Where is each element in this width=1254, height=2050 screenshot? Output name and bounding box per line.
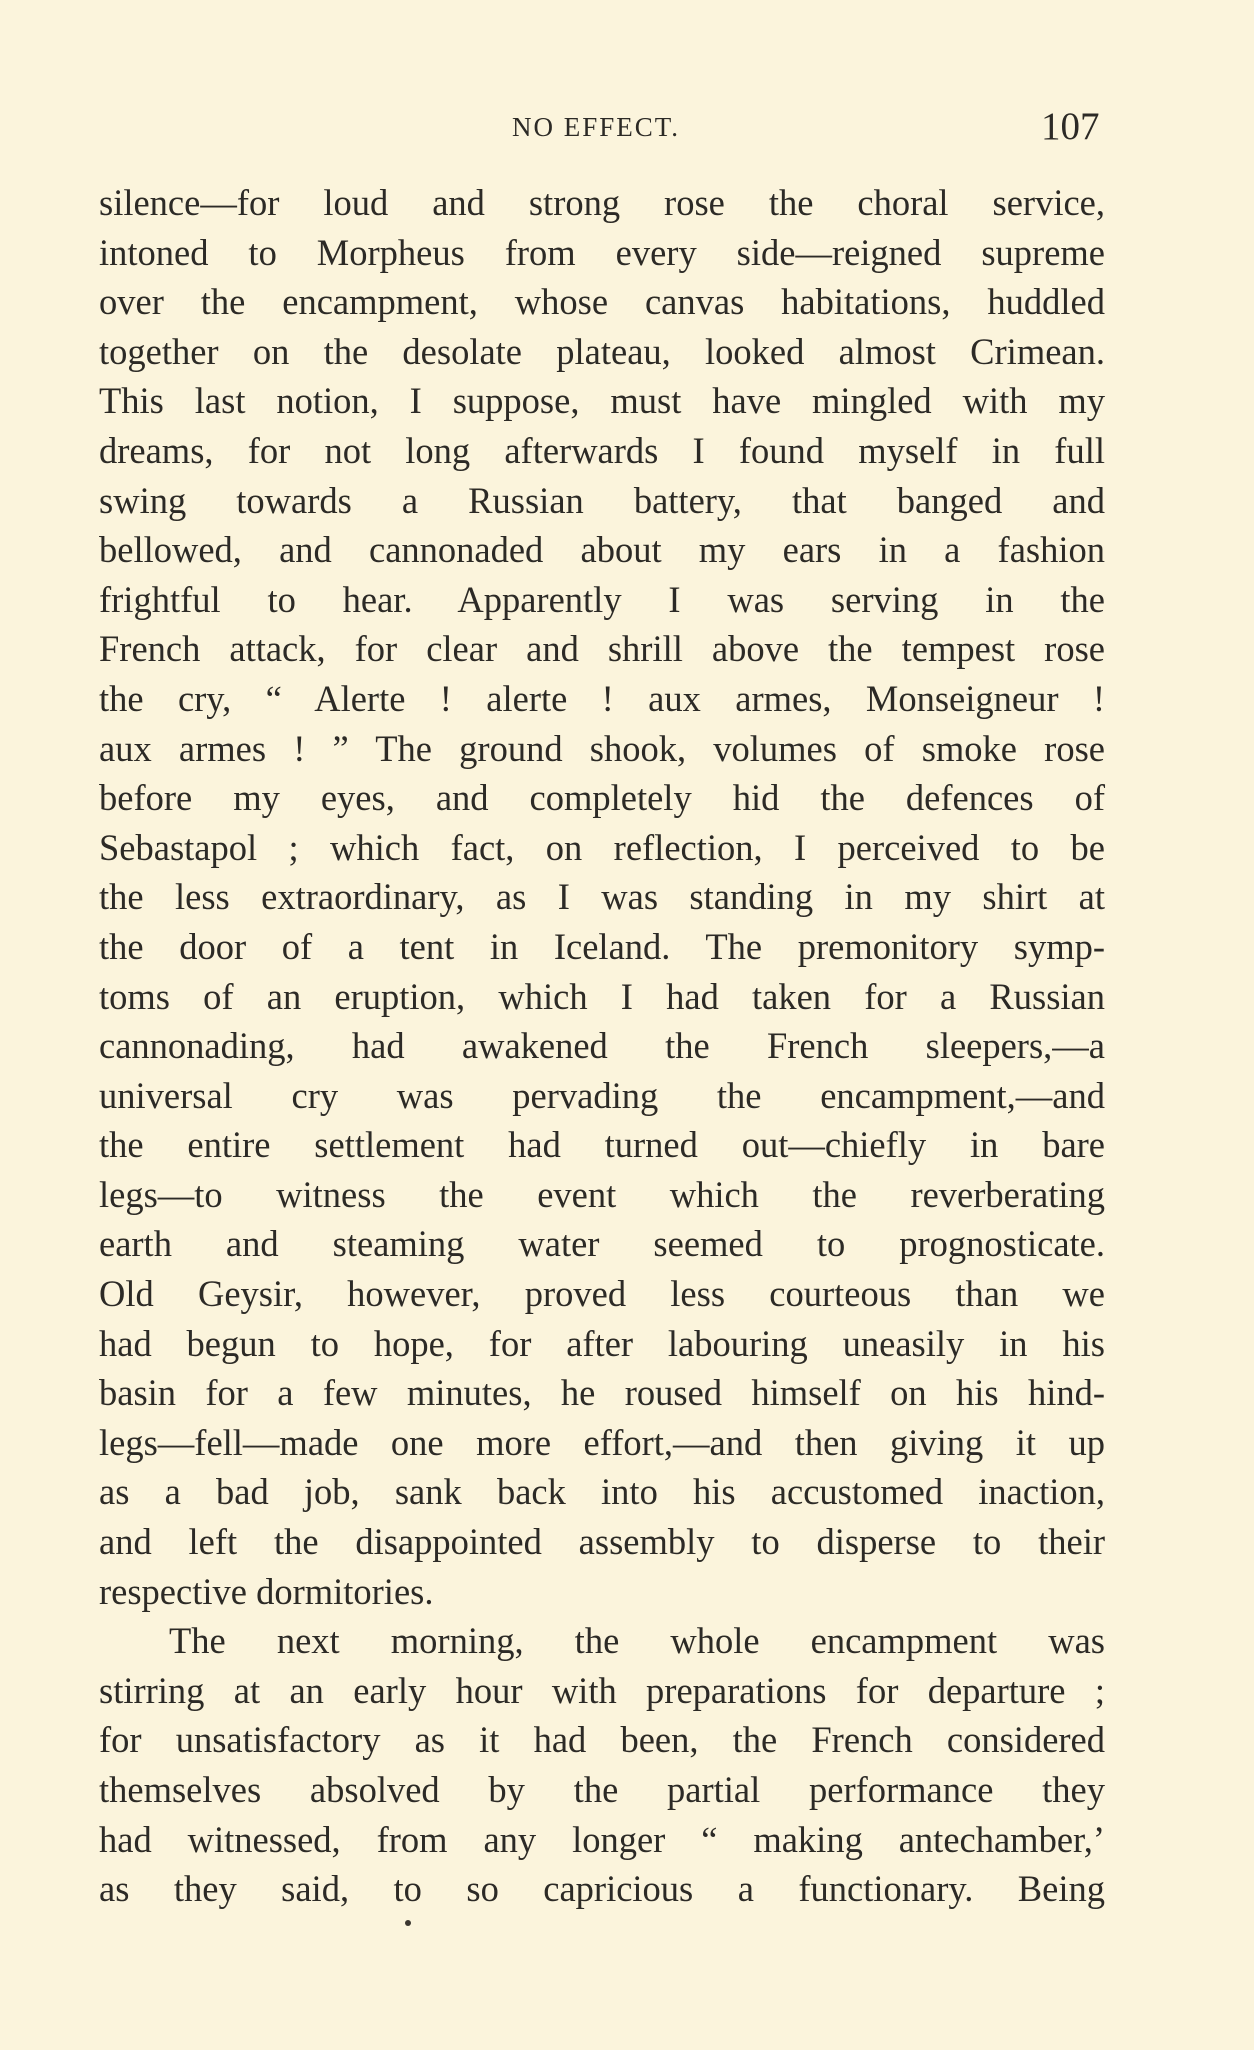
text-line: as they said, to so capricious a functionary. Being: [99, 1868, 1105, 1910]
text-line: and left the disappointed assembly to disperse to their: [99, 1521, 1105, 1563]
text-line: as a bad job, sank back into his accustomed inaction,: [99, 1471, 1105, 1513]
text-line: intoned to Morpheus from every side—reigned supreme: [99, 231, 1105, 273]
page-number: 107: [1041, 105, 1100, 148]
text-line: cannonading, had awakened the French sleepers,—a: [99, 1025, 1105, 1067]
text-line: the entire settlement had turned out—chiefly in bare: [99, 1124, 1105, 1166]
chapter-running-title: NO EFFECT.: [512, 112, 681, 142]
text-line: before my eyes, and completely hid the defences of: [99, 777, 1105, 819]
ink-speck: [405, 1920, 411, 1926]
body-text: [99, 178, 1105, 1914]
text-line: swing towards a Russian battery, that banged and: [99, 479, 1105, 521]
text-line: legs—fell—made one more effort,—and then giving it up: [99, 1421, 1105, 1463]
text-line: frightful to hear. Apparently I was serving in the: [99, 578, 1105, 620]
text-line: Sebastapol ; which fact, on reflection, I perceived to be: [99, 826, 1105, 868]
text-line: silence—for loud and strong rose the choral service,: [99, 182, 1105, 223]
text-line: over the encampment, whose canvas habitations, huddled: [99, 281, 1105, 323]
text-line: aux armes ! ” The ground shook, volumes of smoke rose: [99, 727, 1105, 769]
text-line: themselves absolved by the partial performance they: [99, 1769, 1105, 1810]
text-line: universal cry was pervading the encampment,—and: [99, 1074, 1105, 1116]
text-line: the door of a tent in Iceland. The premonitory symp-: [99, 925, 1105, 967]
text-line: together on the desolate plateau, looked almost Crimean.: [99, 330, 1105, 372]
text-line: earth and steaming water seemed to prognosticate.: [99, 1223, 1105, 1265]
text-line: the less extraordinary, as I was standing in my shirt at: [99, 876, 1105, 918]
text-line: toms of an eruption, which I had taken for a Russian: [99, 975, 1105, 1017]
text-line: had begun to hope, for after labouring uneasily in his: [99, 1322, 1105, 1364]
text-line: This last notion, I suppose, must have mingled with my: [99, 380, 1105, 422]
text-line: for unsatisfactory as it had been, the French considered: [99, 1719, 1105, 1761]
text-line: dreams, for not long afterwards I found myself in full: [99, 429, 1105, 471]
paragraph-end-line: respective dormitories.: [99, 1570, 434, 1612]
text-line: the cry, “ Alerte ! alerte ! aux armes, Monseigneur !: [99, 677, 1105, 719]
text-line: legs—to witness the event which the reverberating: [99, 1173, 1105, 1215]
paragraph-start-line: The next morning, the whole encampment was: [169, 1620, 1105, 1662]
text-line: stirring at an early hour with preparations for departure ;: [99, 1669, 1105, 1711]
text-line: bellowed, and cannonaded about my ears in a fashion: [99, 529, 1105, 571]
text-line: basin for a few minutes, he roused himself on his hind-: [99, 1372, 1105, 1414]
text-line: had witnessed, from any longer “ making antechamber,’: [99, 1818, 1105, 1860]
text-line: Old Geysir, however, proved less courteous than we: [99, 1273, 1105, 1315]
running-head: [0, 104, 1254, 164]
text-line: French attack, for clear and shrill above the tempest rose: [99, 628, 1105, 670]
